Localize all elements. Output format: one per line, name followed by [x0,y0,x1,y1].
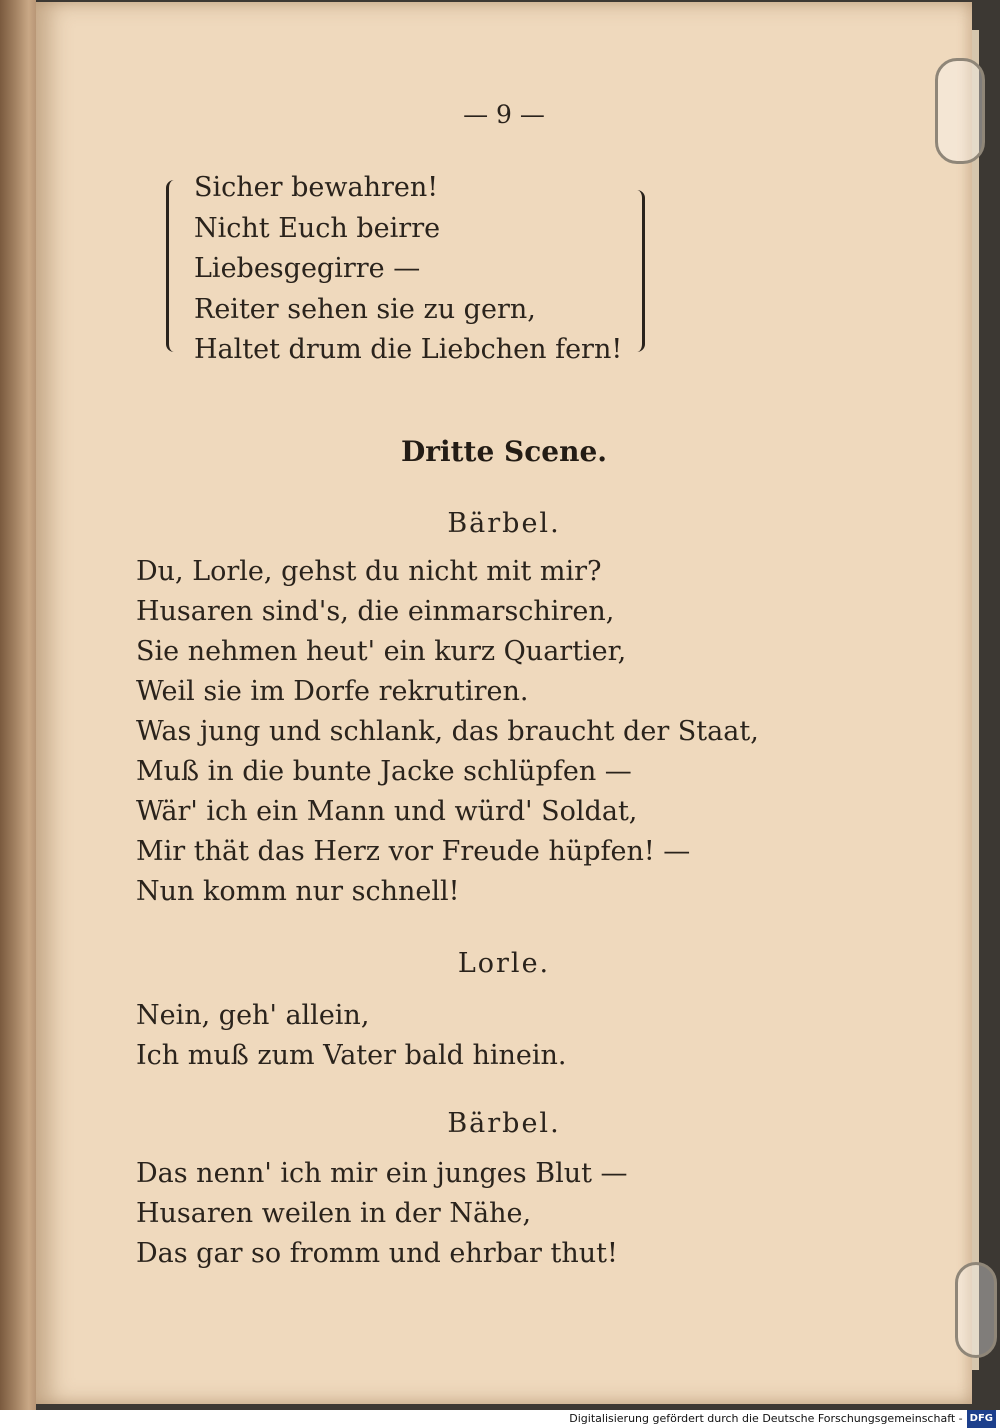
book-spine [0,0,36,1410]
speech-line: Was jung und schlank, das braucht der Staat, [136,716,759,747]
speech-block [136,996,856,1076]
binder-clip-top [935,58,985,164]
speech-block [136,1154,856,1274]
speech-block [136,552,856,912]
scene-heading: Dritte Scene. [400,435,608,468]
digitization-footer [0,1410,1000,1428]
speech-line: Nein, geh' allein, [136,1000,370,1031]
verse-line: Haltet drum die Liebchen fern! [194,334,623,365]
speech-line: Husaren weilen in der Nähe, [136,1198,532,1229]
dfg-logo-icon: DFG [967,1410,996,1428]
book-page [36,2,972,1404]
speech-line: Muß in die bunte Jacke schlüpfen — [136,756,632,787]
verse-line: Liebesgegirre — [194,253,421,284]
verse-bracket-left [166,180,179,352]
speech-line: Das nenn' ich mir ein junges Blut — [136,1158,628,1189]
speech-line: Du, Lorle, gehst du nicht mit mir? [136,556,602,587]
speaker-name: Bärbel. [447,508,561,539]
binder-clip-bottom [955,1262,997,1358]
page-number: — 9 — [463,100,545,129]
speech-line: Husaren sind's, die einmarschiren, [136,596,615,627]
speech-line: Wär' ich ein Mann und würd' Soldat, [136,796,638,827]
speech-line: Sie nehmen heut' ein kurz Quartier, [136,636,627,667]
speech-line: Mir thät das Herz vor Freude hüpfen! — [136,836,691,867]
speech-line: Ich muß zum Vater bald hinein. [136,1040,567,1071]
verse-line: Reiter sehen sie zu gern, [194,293,536,325]
speech-line: Das gar so fromm und ehrbar thut! [136,1238,618,1269]
speaker-name: Lorle. [457,948,551,979]
speech-line: Nun komm nur schnell! [136,876,460,907]
speech-line: Weil sie im Dorfe rekrutiren. [136,676,529,707]
verse-line: Nicht Euch beirre [194,212,441,244]
verse-block [194,168,654,371]
footer-credit: Digitalisierung gefördert durch die Deutsche Forschungsgemeinschaft - [569,1412,963,1425]
speaker-name: Bärbel. [447,1108,561,1139]
verse-line: Sicher bewahren! [194,172,439,203]
